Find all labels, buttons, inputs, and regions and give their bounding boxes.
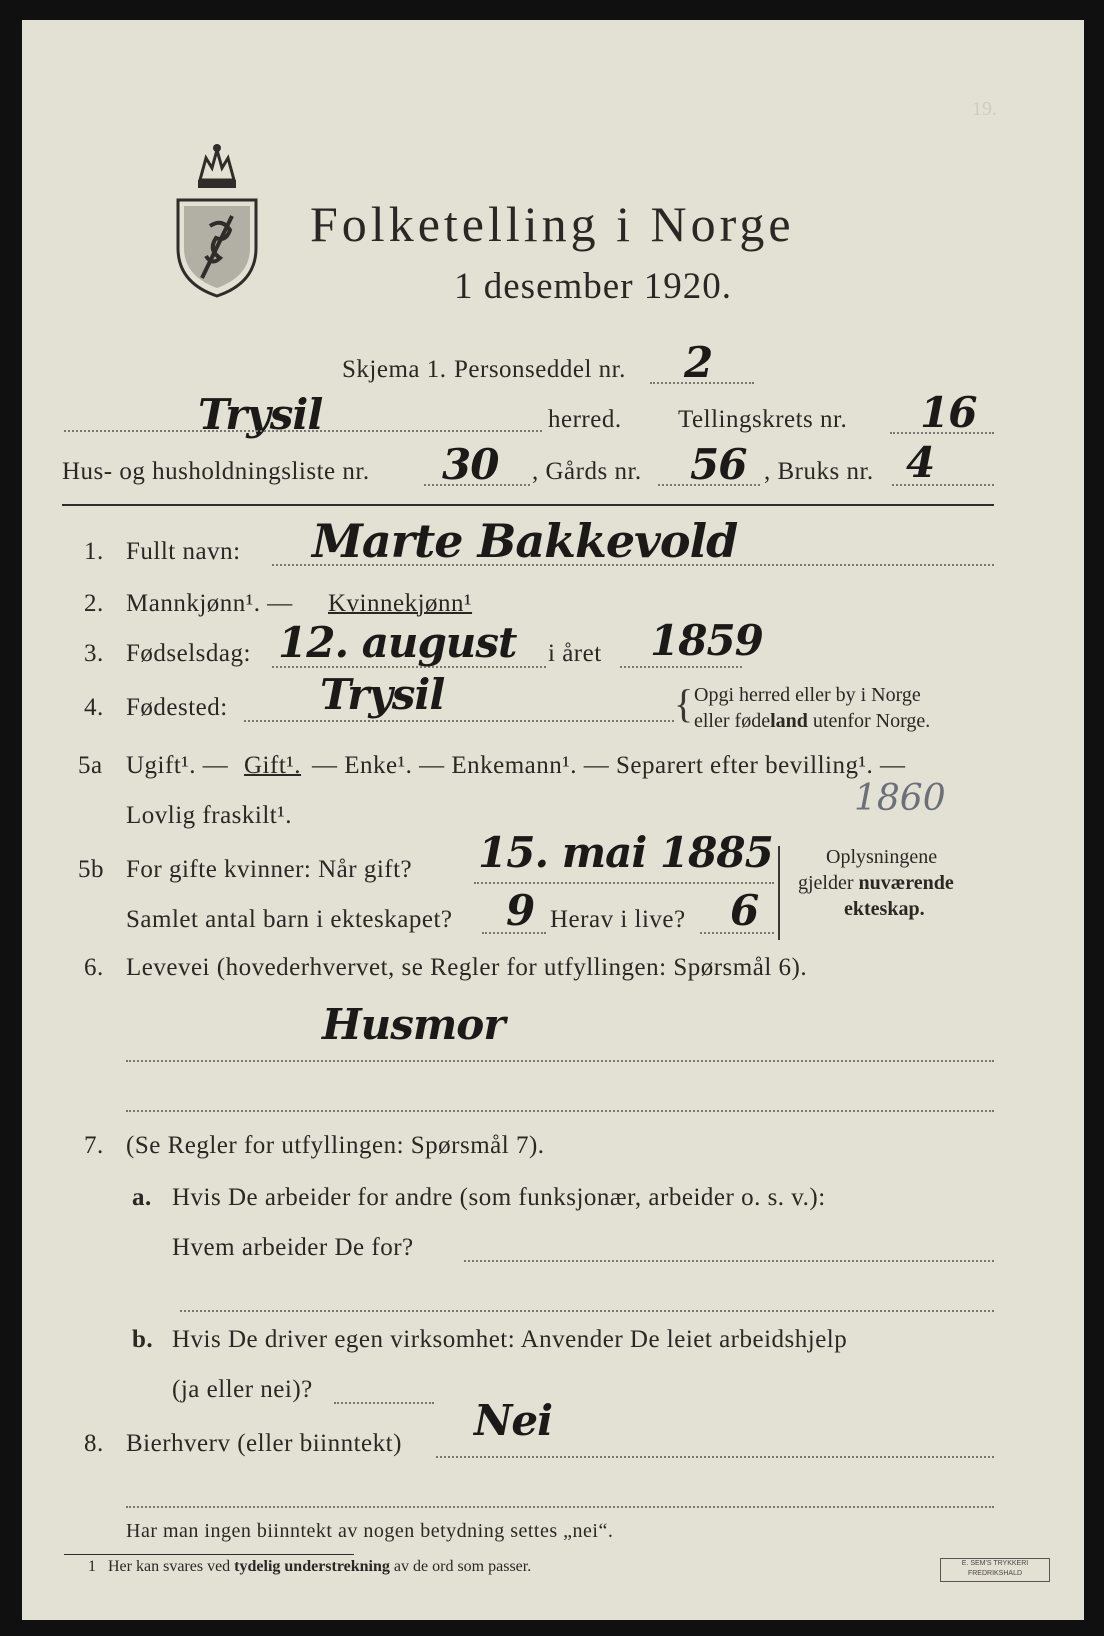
q4-birthplace-value[interactable]: Trysil xyxy=(320,670,445,719)
q6-line2 xyxy=(126,1110,994,1112)
q6-number: 6. xyxy=(84,954,104,981)
q8-side-income-value[interactable]: Nei xyxy=(474,1396,553,1445)
q4-line xyxy=(244,720,674,722)
section-divider xyxy=(62,504,994,506)
q5a-unmarried-option[interactable]: Ugift¹. — xyxy=(126,752,229,779)
q4-label: Fødested: xyxy=(126,694,228,721)
q5a-divorced-option[interactable]: Lovlig fraskilt¹. xyxy=(126,802,292,829)
q5b-label: For gifte kvinner: Når gift? xyxy=(126,856,413,883)
form-title: Folketelling i Norge xyxy=(310,196,795,252)
q7b-line[interactable] xyxy=(334,1402,434,1404)
q5b-note-line3: ekteskap. xyxy=(844,898,925,920)
q3-number: 3. xyxy=(84,640,104,667)
q6-line1 xyxy=(126,1060,994,1062)
q5b-line xyxy=(474,882,774,884)
q1-number: 1. xyxy=(84,538,104,565)
q5b-note-line2: gjelder nuværende xyxy=(798,872,954,894)
q2-number: 2. xyxy=(84,590,104,617)
q7-label: (Se Regler for utfyllingen: Spørsmål 7). xyxy=(126,1132,545,1159)
q3-year-line xyxy=(620,666,742,668)
printer-stamp: E. SEM'S TRYKKERI FREDRIKSHALD xyxy=(940,1558,1050,1582)
q5b-note-line1: Oplysningene xyxy=(826,846,938,868)
q2-female-option[interactable]: Kvinnekjønn¹ xyxy=(328,590,473,617)
q5a-pencil-note: 1860 xyxy=(854,778,946,819)
q3-year-label: i året xyxy=(548,640,602,667)
q5b-marriage-date-value[interactable]: 15. mai 1885 xyxy=(478,828,773,877)
q5b-children-label: Samlet antal barn i ekteskapet? xyxy=(126,906,453,933)
q3-birthday-value[interactable]: 12. august xyxy=(278,618,517,667)
husliste-label: Hus- og husholdningsliste nr. xyxy=(62,458,370,485)
personseddel-value[interactable]: 2 xyxy=(684,338,713,387)
q7a-line1[interactable] xyxy=(464,1260,994,1262)
q7a-line2[interactable] xyxy=(180,1310,994,1312)
footer-note: Har man ingen biinntekt av nogen betydning settes „nei“. xyxy=(126,1520,614,1542)
q7b-sub-label: (ja eller nei)? xyxy=(172,1376,313,1403)
bruks-label: , Bruks nr. xyxy=(764,458,874,485)
q5a-other-options[interactable]: — Enke¹. — Enkemann¹. — Separert efter bevilling¹. — xyxy=(312,752,906,779)
gards-label: , Gårds nr. xyxy=(532,458,642,485)
q8-label: Bierhverv (eller biinntekt) xyxy=(126,1430,402,1457)
q4-note-line1: Opgi herred eller by i Norge xyxy=(694,684,921,706)
q5b-note-bracket xyxy=(778,846,782,940)
q8-number: 8. xyxy=(84,1430,104,1457)
q7b-label: Hvis De driver egen virksomhet: Anvender De leiet arbeidshjelp xyxy=(172,1326,848,1353)
q5b-number: 5b xyxy=(78,856,104,883)
q5b-alive-label: Herav i live? xyxy=(550,906,686,933)
q5b-alive-value[interactable]: 6 xyxy=(730,886,759,935)
personseddel-label: Personseddel nr. xyxy=(454,356,626,383)
q5a-number: 5a xyxy=(78,752,103,779)
q7a-letter: a. xyxy=(132,1184,152,1211)
q4-note-brace: { xyxy=(674,681,694,726)
q4-note-line2: eller fødeland utenfor Norge. xyxy=(694,710,931,732)
q1-label: Fullt navn: xyxy=(126,538,241,565)
q1-full-name-value[interactable]: Marte Bakkevold xyxy=(312,514,738,568)
norwegian-coat-of-arms-icon xyxy=(172,138,262,303)
q7a-sub-label: Hvem arbeider De for? xyxy=(172,1234,414,1261)
census-date: 1 desember 1920. xyxy=(454,266,733,307)
q6-label: Levevei (hovederhvervet, se Regler for utfyllingen: Spørsmål 6). xyxy=(126,954,808,981)
tellingskrets-label: Tellingskrets nr. xyxy=(678,406,848,433)
q4-number: 4. xyxy=(84,694,104,721)
q3-label: Fødselsdag: xyxy=(126,640,251,667)
q7a-label: Hvis De arbeider for andre (som funksjonær, arbeider o. s. v.): xyxy=(172,1184,826,1211)
q7b-letter: b. xyxy=(132,1326,154,1353)
q5a-married-option[interactable]: Gift¹. xyxy=(244,752,302,779)
footnote-divider xyxy=(64,1554,354,1555)
footnote: 1 Her kan svares ved tydelig understrekning av de ord som passer. xyxy=(88,1558,532,1575)
municipality-value[interactable]: Trysil xyxy=(198,390,323,439)
tellingskrets-value[interactable]: 16 xyxy=(920,388,977,437)
municipality-line xyxy=(64,430,542,432)
q3-year-value[interactable]: 1859 xyxy=(650,616,763,665)
census-form-sheet xyxy=(22,20,1084,1620)
q6-occupation-value[interactable]: Husmor xyxy=(322,1000,505,1049)
bleed-through-text: 19. xyxy=(972,98,997,120)
bruks-value[interactable]: 4 xyxy=(906,438,935,487)
q8-line2 xyxy=(126,1506,994,1508)
q7-number: 7. xyxy=(84,1132,104,1159)
q5b-children-value[interactable]: 9 xyxy=(506,886,535,935)
q2-male-option[interactable]: Mannkjønn¹. — xyxy=(126,590,293,617)
skjema-label: Skjema 1. xyxy=(342,356,447,383)
herred-label: herred. xyxy=(548,406,622,433)
q8-line1 xyxy=(436,1456,994,1458)
gards-value[interactable]: 56 xyxy=(690,440,747,489)
husliste-value[interactable]: 30 xyxy=(442,440,499,489)
